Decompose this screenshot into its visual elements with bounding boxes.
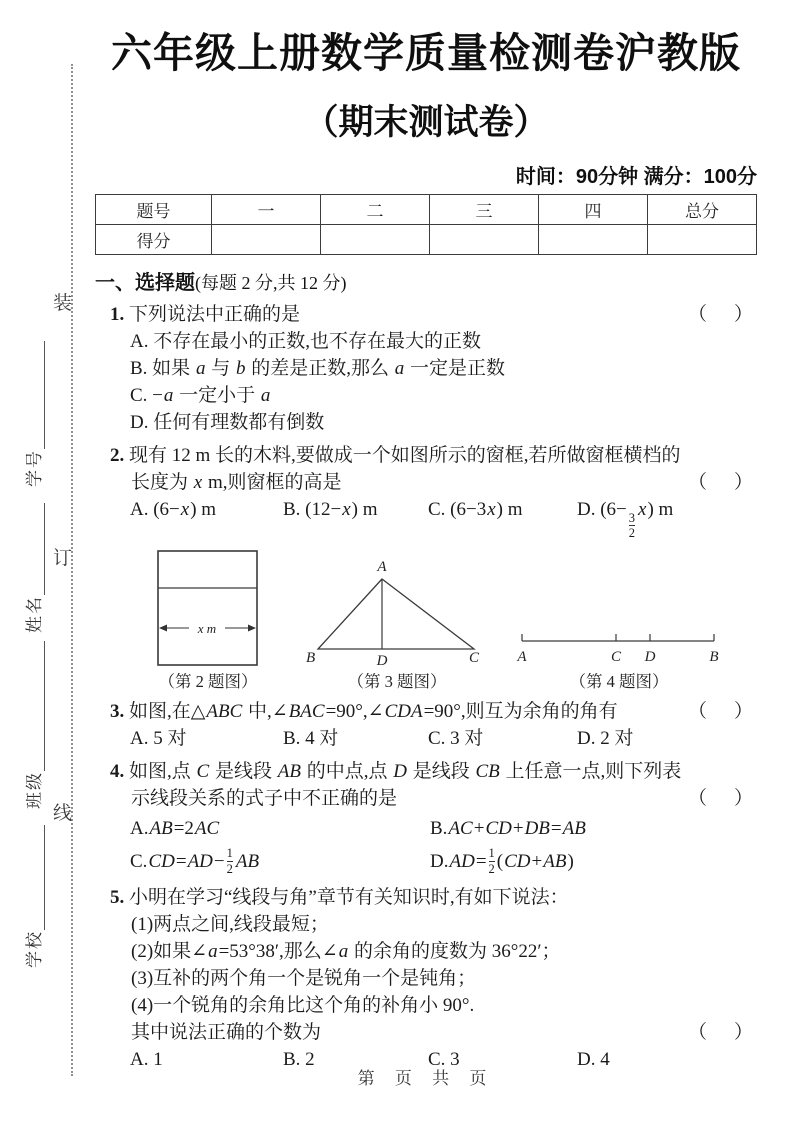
option-c: C. (6−3x) m — [428, 499, 523, 520]
triangle-figure — [304, 555, 490, 669]
option-d: D. 任何有理数都有倒数 — [130, 412, 325, 433]
answer-bracket: （ ） — [687, 472, 757, 493]
option-d: D. (6− $\frac{3}{2}$ x) m — [577, 499, 674, 541]
student-field-name: 姓名 — [25, 595, 44, 633]
option-b: B. 2 — [283, 1048, 315, 1070]
option-c: C. 3 对 — [428, 727, 484, 749]
score-table — [95, 194, 757, 255]
point-a-label: A — [517, 648, 527, 665]
point-c-label: C — [610, 648, 622, 665]
questions-area — [110, 301, 757, 1073]
score-table-col-4: 四 — [539, 195, 648, 225]
question-5-text: 5. 小明在学习“线段与角”章节有关知识时,有如下说法： — [110, 886, 569, 908]
option-a: A. 1 — [130, 1048, 163, 1070]
point-d-label: D — [644, 648, 656, 665]
statement-2: (2)如果∠a=53°38′,那么∠a 的余角的度数为 36°22′； — [131, 940, 561, 962]
figure-3-caption: （第 3 题图） — [347, 671, 447, 691]
question-4-stem — [110, 758, 757, 812]
score-table-col-total: 总分 — [648, 195, 757, 225]
question-2-stem — [110, 442, 757, 496]
question-3-options — [110, 725, 757, 752]
option-b: B. (12−x) m — [283, 499, 378, 520]
question-2-options — [110, 496, 757, 541]
option-a: A. AB =2 AC — [130, 817, 220, 839]
figure-question-2 — [156, 549, 260, 692]
question-5-final-stem — [110, 1019, 757, 1046]
window-frame-figure — [156, 549, 260, 669]
section-one-heading — [95, 266, 757, 295]
binding-mark-zhuang: 装 — [53, 293, 73, 314]
score-table-col-1: 一 — [212, 195, 321, 225]
figure-question-4 — [516, 623, 722, 692]
binding-mark-ding: 订 — [53, 548, 73, 569]
answer-bracket: （ ） — [687, 787, 757, 809]
question-2-text: 2. 现有 12 m 长的木料,要做成一个如图所示的窗框,若所做窗框横档的长度为 x m,则窗框的高是 — [110, 445, 681, 493]
score-cell — [539, 225, 648, 255]
point-b-label: B — [709, 648, 719, 665]
question-1-options — [110, 328, 757, 436]
page-footer: 第 页 共 页 — [357, 1069, 495, 1088]
student-field-school: 学校 — [25, 930, 44, 968]
width-dimension-label: x m — [197, 620, 217, 636]
option-d: D. 4 — [577, 1048, 610, 1070]
section-heading-points: (每题 2 分,共 12 分) — [195, 273, 347, 293]
option-d: D. AD = 1 2 ( CD + AB ) — [430, 846, 574, 876]
section-heading-title: 一、选择题 — [95, 272, 195, 294]
option-c: C. CD = AD − 1 2 AB — [130, 846, 260, 876]
question-2 — [110, 442, 757, 541]
class-blank-line — [26, 641, 45, 771]
score-table-col-label: 题号 — [96, 195, 212, 225]
option-b: B. 如果 a 与 b 的差是正数,那么 a 一定是正数 — [130, 358, 505, 379]
student-info-fields — [20, 223, 45, 968]
question-1 — [110, 301, 757, 436]
option-d: D. 2 对 — [577, 727, 634, 749]
school-blank-line — [26, 825, 45, 930]
score-cell — [321, 225, 430, 255]
paper-title: 六年级上册数学质量检测卷沪教版 — [111, 30, 741, 76]
answer-bracket: （ ） — [687, 1021, 757, 1043]
vertex-a-label: A — [377, 558, 387, 575]
figure-2-caption: （第 2 题图） — [158, 671, 258, 691]
number-blank-line — [26, 341, 45, 449]
question-5-final-text: 其中说法正确的个数为 — [131, 1021, 322, 1043]
score-table-col-3: 三 — [430, 195, 539, 225]
score-cell — [212, 225, 321, 255]
paper-content — [95, 20, 757, 1073]
question-5-statements — [110, 911, 757, 1019]
statement-1: (1)两点之间,线段最短； — [131, 913, 329, 935]
question-4-text: 4. 如图,点 C 是线段 AB 的中点,点 D 是线段 CB 上任意一点,则下列表示线段关系的式子中不正确的是 — [110, 760, 682, 809]
question-4 — [110, 758, 757, 878]
statement-3: (3)互补的两个角一个是锐角一个是钝角； — [131, 967, 477, 989]
question-1-stem — [110, 301, 757, 328]
vertex-b-label: B — [306, 649, 316, 666]
score-table-header-row — [96, 195, 757, 225]
segment-figure — [516, 623, 722, 669]
score-cell — [648, 225, 757, 255]
vertex-c-label: C — [468, 649, 479, 666]
answer-bracket: （ ） — [687, 700, 757, 722]
statement-4: (4)一个锐角的余角比这个角的补角小 90°. — [131, 994, 475, 1016]
figures-row — [110, 549, 757, 692]
question-5-stem — [110, 884, 757, 911]
student-field-number: 学号 — [25, 449, 44, 487]
question-4-options — [110, 812, 757, 878]
student-field-class: 班级 — [25, 771, 44, 809]
name-blank-line — [26, 503, 45, 595]
time-score-note: 时间：90分钟 满分：100分 — [515, 166, 757, 188]
question-3 — [110, 698, 757, 752]
binding-dotted-line — [71, 64, 73, 1076]
option-b: B. 4 对 — [283, 727, 339, 749]
figure-4-caption: （第 4 题图） — [569, 671, 669, 691]
option-c: C. 3 — [428, 1048, 460, 1070]
option-a: A. (6−x) m — [130, 499, 217, 520]
score-table-col-2: 二 — [321, 195, 430, 225]
paper-subtitle: （期末测试卷） — [303, 103, 549, 142]
option-c: C. −a 一定小于 a — [130, 385, 271, 406]
question-1-text: 1. 下列说法中正确的是 — [110, 304, 301, 325]
score-cell — [430, 225, 539, 255]
option-a: A. 不存在最小的正数,也不存在最大的正数 — [130, 331, 481, 352]
point-d-label: D — [376, 652, 388, 669]
question-3-stem — [110, 698, 757, 725]
answer-bracket: （ ） — [687, 304, 757, 325]
binding-mark-xian: 线 — [53, 803, 73, 824]
option-a: A. 5 对 — [130, 727, 187, 749]
figure-question-3 — [304, 555, 490, 692]
option-b: B. AC + CD + DB = AB — [430, 817, 586, 839]
question-5 — [110, 884, 757, 1073]
score-table-score-row — [96, 225, 757, 255]
question-3-text: 3. 如图,在△ABC 中,∠BAC=90°,∠CDA=90°,则互为余角的角有 — [110, 700, 618, 722]
score-row-label: 得分 — [96, 225, 212, 255]
